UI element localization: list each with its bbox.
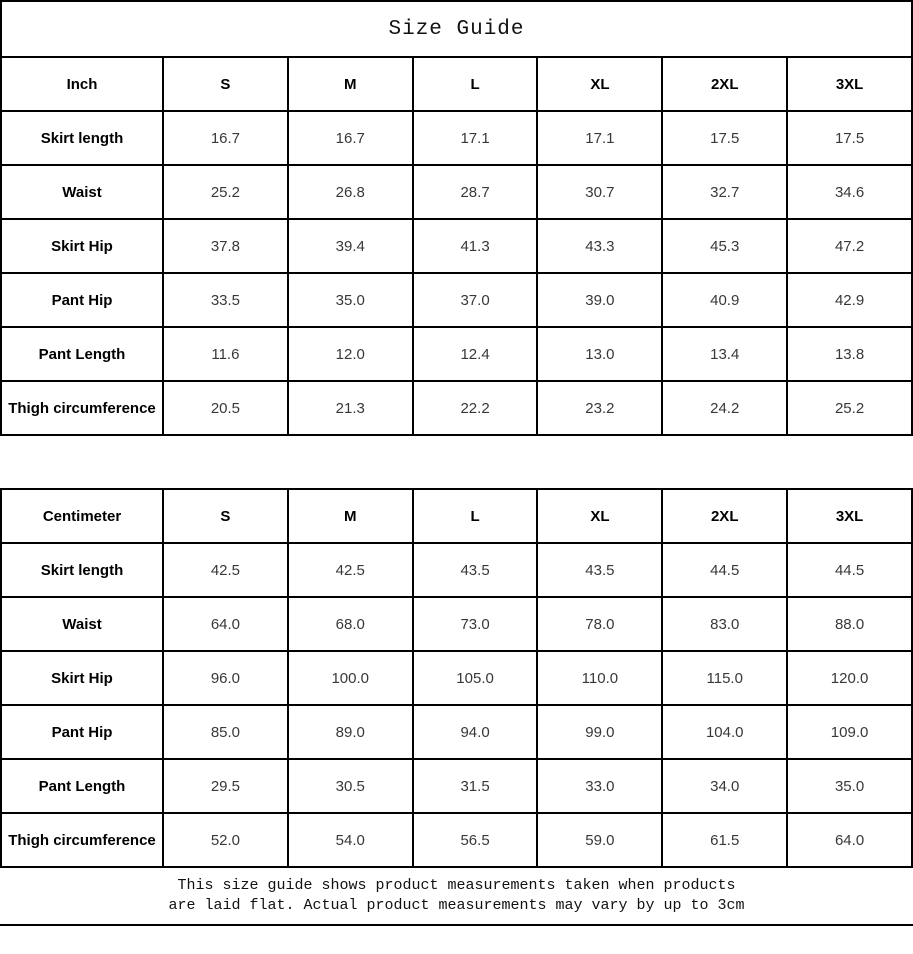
measurement-value: 109.0 (787, 705, 912, 759)
table-row (1, 327, 912, 381)
measurement-value: 25.2 (787, 381, 912, 435)
size-header: 3XL (787, 57, 912, 111)
measurement-value: 16.7 (288, 111, 413, 165)
measurement-value: 13.4 (662, 327, 787, 381)
measurement-value: 13.8 (787, 327, 912, 381)
measurement-value: 23.2 (537, 381, 662, 435)
row-label: Waist (1, 597, 163, 651)
size-header: XL (537, 489, 662, 543)
row-label: Pant Length (1, 759, 163, 813)
measurement-value: 17.1 (537, 111, 662, 165)
table-gap (0, 436, 913, 488)
measurement-value: 44.5 (662, 543, 787, 597)
table-row (1, 651, 912, 705)
measurement-value: 89.0 (288, 705, 413, 759)
row-label: Skirt Hip (1, 219, 163, 273)
row-label: Pant Hip (1, 705, 163, 759)
measurement-value: 13.0 (537, 327, 662, 381)
measurement-value: 110.0 (537, 651, 662, 705)
measurement-value: 61.5 (662, 813, 787, 867)
measurement-value: 68.0 (288, 597, 413, 651)
inch-size-table (0, 56, 913, 436)
measurement-value: 17.5 (662, 111, 787, 165)
measurement-value: 12.4 (413, 327, 538, 381)
size-header: 2XL (662, 57, 787, 111)
row-label: Waist (1, 165, 163, 219)
measurement-value: 24.2 (662, 381, 787, 435)
measurement-value: 25.2 (163, 165, 288, 219)
table-row (1, 597, 912, 651)
unit-header: Centimeter (1, 489, 163, 543)
measurement-value: 78.0 (537, 597, 662, 651)
measurement-value: 88.0 (787, 597, 912, 651)
size-header: L (413, 489, 538, 543)
measurement-value: 20.5 (163, 381, 288, 435)
measurement-value: 83.0 (662, 597, 787, 651)
table-row (1, 705, 912, 759)
table-row (1, 219, 912, 273)
measurement-value: 54.0 (288, 813, 413, 867)
measurement-value: 16.7 (163, 111, 288, 165)
size-header: 2XL (662, 489, 787, 543)
measurement-value: 17.1 (413, 111, 538, 165)
measurement-value: 43.5 (537, 543, 662, 597)
measurement-value: 30.5 (288, 759, 413, 813)
row-label: Skirt Hip (1, 651, 163, 705)
measurement-value: 33.0 (537, 759, 662, 813)
row-label: Skirt length (1, 111, 163, 165)
measurement-value: 100.0 (288, 651, 413, 705)
measurement-value: 120.0 (787, 651, 912, 705)
measurement-value: 59.0 (537, 813, 662, 867)
measurement-value: 22.2 (413, 381, 538, 435)
table-row (1, 111, 912, 165)
table-row (1, 543, 912, 597)
measurement-value: 37.8 (163, 219, 288, 273)
measurement-value: 11.6 (163, 327, 288, 381)
measurement-value: 42.5 (163, 543, 288, 597)
measurement-value: 21.3 (288, 381, 413, 435)
table-row (1, 813, 912, 867)
size-header: XL (537, 57, 662, 111)
table-row (1, 165, 912, 219)
table-row (1, 759, 912, 813)
measurement-value: 43.3 (537, 219, 662, 273)
measurement-value: 41.3 (413, 219, 538, 273)
size-header: 3XL (787, 489, 912, 543)
measurement-value: 104.0 (662, 705, 787, 759)
measurement-value: 40.9 (662, 273, 787, 327)
measurement-value: 26.8 (288, 165, 413, 219)
page-title: Size Guide (388, 17, 525, 41)
measurement-value: 45.3 (662, 219, 787, 273)
measurement-value: 32.7 (662, 165, 787, 219)
measurement-value: 35.0 (288, 273, 413, 327)
measurement-value: 30.7 (537, 165, 662, 219)
size-header: S (163, 489, 288, 543)
measurement-value: 39.0 (537, 273, 662, 327)
header-row (1, 489, 912, 543)
measurement-value: 39.4 (288, 219, 413, 273)
measurement-value: 42.5 (288, 543, 413, 597)
measurement-value: 115.0 (662, 651, 787, 705)
footer-line-2: are laid flat. Actual product measurements may vary by up to 3cm (168, 897, 745, 914)
measurement-value: 29.5 (163, 759, 288, 813)
size-header: M (288, 489, 413, 543)
measurement-value: 37.0 (413, 273, 538, 327)
header-row (1, 57, 912, 111)
measurement-value: 85.0 (163, 705, 288, 759)
measurement-value: 42.9 (787, 273, 912, 327)
row-label: Thigh circumference (1, 381, 163, 435)
measurement-value: 47.2 (787, 219, 912, 273)
measurement-value: 96.0 (163, 651, 288, 705)
centimeter-size-table (0, 488, 913, 868)
size-header: S (163, 57, 288, 111)
row-label: Thigh circumference (1, 813, 163, 867)
measurement-value: 94.0 (413, 705, 538, 759)
row-label: Pant Length (1, 327, 163, 381)
measurement-value: 43.5 (413, 543, 538, 597)
measurement-value: 28.7 (413, 165, 538, 219)
measurement-value: 52.0 (163, 813, 288, 867)
measurement-value: 56.5 (413, 813, 538, 867)
measurement-value: 99.0 (537, 705, 662, 759)
size-header: L (413, 57, 538, 111)
measurement-value: 64.0 (163, 597, 288, 651)
measurement-value: 31.5 (413, 759, 538, 813)
row-label: Skirt length (1, 543, 163, 597)
measurement-value: 34.0 (662, 759, 787, 813)
title-box (0, 0, 913, 56)
footer-note (0, 868, 913, 926)
unit-header: Inch (1, 57, 163, 111)
measurement-value: 12.0 (288, 327, 413, 381)
measurement-value: 64.0 (787, 813, 912, 867)
measurement-value: 17.5 (787, 111, 912, 165)
measurement-value: 105.0 (413, 651, 538, 705)
table-row (1, 381, 912, 435)
size-header: M (288, 57, 413, 111)
measurement-value: 44.5 (787, 543, 912, 597)
measurement-value: 33.5 (163, 273, 288, 327)
measurement-value: 34.6 (787, 165, 912, 219)
row-label: Pant Hip (1, 273, 163, 327)
measurement-value: 73.0 (413, 597, 538, 651)
table-row (1, 273, 912, 327)
footer-line-1: This size guide shows product measurements taken when products (177, 877, 736, 894)
measurement-value: 35.0 (787, 759, 912, 813)
